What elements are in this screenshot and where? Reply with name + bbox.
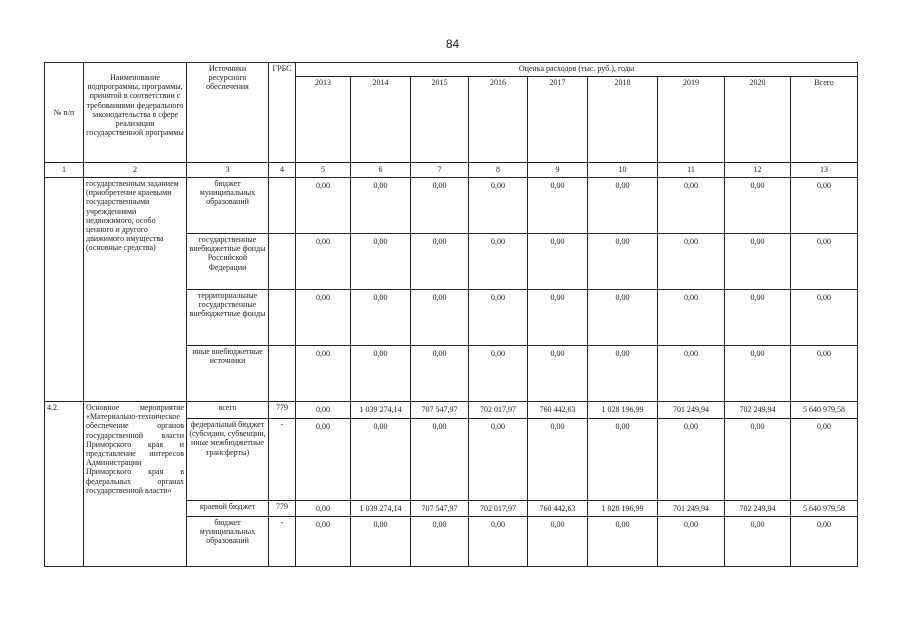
value-cell: 760 442,63	[528, 501, 588, 517]
header-year: 2013	[296, 77, 351, 163]
value-cell: 701 249,94	[658, 501, 725, 517]
value-cell: 702 017,97	[469, 402, 528, 419]
column-index: 1	[45, 163, 84, 178]
column-index: 2	[84, 163, 187, 178]
grbs-cell: 779	[269, 402, 296, 419]
value-cell: 0,00	[791, 234, 858, 290]
source-cell: краевой бюджет	[187, 501, 269, 517]
value-cell: 0,00	[725, 290, 791, 346]
value-cell: 0,00	[469, 178, 528, 234]
value-cell: 0,00	[725, 419, 791, 501]
header-year: 2019	[658, 77, 725, 163]
value-cell: 0,00	[528, 234, 588, 290]
source-cell: бюджет муниципальных образований	[187, 178, 269, 234]
column-index: 8	[469, 163, 528, 178]
column-index: 12	[725, 163, 791, 178]
column-index: 4	[269, 163, 296, 178]
value-cell: 1 028 196,99	[588, 402, 658, 419]
column-index: 5	[296, 163, 351, 178]
value-cell: 0,00	[351, 178, 411, 234]
grbs-cell: 779	[269, 501, 296, 517]
header-col-name: Наименование подпрограммы, программы, принятой в соответствии с требованиями федерального законодательства в сфере реализации государственной программы	[84, 63, 187, 163]
value-cell: 0,00	[528, 178, 588, 234]
value-cell: 0,00	[296, 501, 351, 517]
value-cell: 0,00	[351, 234, 411, 290]
value-cell: 0,00	[411, 346, 469, 402]
value-cell: 0,00	[588, 419, 658, 501]
value-cell: 5 640 979,58	[791, 402, 858, 419]
grbs-cell	[269, 178, 296, 234]
value-cell: 0,00	[791, 178, 858, 234]
value-cell: 0,00	[791, 290, 858, 346]
value-cell: 0,00	[469, 419, 528, 501]
value-cell: 1 039 274,14	[351, 402, 411, 419]
value-cell: 707 547,97	[411, 402, 469, 419]
column-index: 10	[588, 163, 658, 178]
grbs-cell	[269, 234, 296, 290]
value-cell: 0,00	[791, 346, 858, 402]
value-cell: 0,00	[658, 517, 725, 567]
value-cell: 0,00	[791, 419, 858, 501]
value-cell: 0,00	[791, 517, 858, 567]
row-name-cell: государственным заданием (приобретение краевыми государственными учреждениями недвижимого, особо ценного и другого движимого имущества (основные средства)	[84, 178, 187, 402]
value-cell: 0,00	[528, 517, 588, 567]
header-col-grbs: ГРБС	[269, 63, 296, 163]
value-cell: 0,00	[588, 517, 658, 567]
value-cell: 0,00	[725, 178, 791, 234]
source-cell: государственные внебюджетные фонды Российской Федерации	[187, 234, 269, 290]
value-cell: 0,00	[296, 234, 351, 290]
value-cell: 0,00	[658, 234, 725, 290]
header-col-num: № п/п	[45, 63, 84, 163]
source-cell: территориальные государственные внебюджетные фонды	[187, 290, 269, 346]
row-num-cell: 4.2.	[45, 402, 84, 567]
value-cell: 760 442,63	[528, 402, 588, 419]
value-cell: 0,00	[469, 346, 528, 402]
value-cell: 0,00	[725, 234, 791, 290]
value-cell: 701 249,94	[658, 402, 725, 419]
value-cell: 0,00	[411, 234, 469, 290]
value-cell: 0,00	[469, 234, 528, 290]
header-row-top	[45, 63, 858, 77]
header-year: 2017	[528, 77, 588, 163]
page-number: 84	[445, 37, 460, 51]
value-cell: 0,00	[296, 290, 351, 346]
value-cell: 0,00	[411, 517, 469, 567]
value-cell: 0,00	[658, 419, 725, 501]
value-cell: 5 640 979,58	[791, 501, 858, 517]
column-index: 11	[658, 163, 725, 178]
value-cell: 702 249,94	[725, 501, 791, 517]
column-index: 3	[187, 163, 269, 178]
grbs-cell: -	[269, 419, 296, 501]
header-col-estimate: Оценка расходов (тыс. руб.), годы	[296, 63, 858, 77]
value-cell: 0,00	[411, 290, 469, 346]
value-cell: 0,00	[296, 346, 351, 402]
value-cell: 0,00	[725, 346, 791, 402]
value-cell: 0,00	[658, 290, 725, 346]
source-cell: всего	[187, 402, 269, 419]
row-num-cell	[45, 178, 84, 402]
value-cell: 0,00	[296, 517, 351, 567]
source-cell: бюджет муниципальных образований	[187, 517, 269, 567]
header-year-total: Всего	[791, 77, 858, 163]
column-index: 6	[351, 163, 411, 178]
header-year: 2015	[411, 77, 469, 163]
value-cell: 0,00	[351, 419, 411, 501]
value-cell: 702 249,94	[725, 402, 791, 419]
column-index: 9	[528, 163, 588, 178]
value-cell: 1 039 274,14	[351, 501, 411, 517]
grbs-cell: -	[269, 517, 296, 567]
value-cell: 707 547,97	[411, 501, 469, 517]
value-cell: 0,00	[528, 419, 588, 501]
header-year: 2020	[725, 77, 791, 163]
value-cell: 0,00	[296, 178, 351, 234]
value-cell: 0,00	[411, 178, 469, 234]
column-index: 7	[411, 163, 469, 178]
value-cell: 702 017,97	[469, 501, 528, 517]
value-cell: 0,00	[528, 290, 588, 346]
value-cell: 0,00	[725, 517, 791, 567]
value-cell: 0,00	[351, 346, 411, 402]
value-cell: 0,00	[658, 178, 725, 234]
value-cell: 0,00	[351, 517, 411, 567]
header-year: 2018	[588, 77, 658, 163]
value-cell: 0,00	[296, 419, 351, 501]
value-cell: 1 028 196,99	[588, 501, 658, 517]
grbs-cell	[269, 290, 296, 346]
row-name-cell: Основное мероприятие «Материально-техническое обеспечение органов государственной власти Приморского края и представление интересов Администрации Приморского края в федеральных органах государственной власти»	[84, 402, 187, 567]
value-cell: 0,00	[469, 290, 528, 346]
value-cell: 0,00	[528, 346, 588, 402]
value-cell: 0,00	[351, 290, 411, 346]
budget-table	[44, 62, 858, 567]
table-row	[45, 402, 858, 419]
grbs-cell	[269, 346, 296, 402]
value-cell: 0,00	[411, 419, 469, 501]
column-index: 13	[791, 163, 858, 178]
header-col-source: Источники ресурсного обеспечения	[187, 63, 269, 163]
source-cell: федеральный бюджет (субсидии, субвенции, иные межбюджетные трансферты)	[187, 419, 269, 501]
value-cell: 0,00	[469, 517, 528, 567]
source-cell: иные внебюджетные источники	[187, 346, 269, 402]
value-cell: 0,00	[296, 402, 351, 419]
header-year: 2014	[351, 77, 411, 163]
value-cell: 0,00	[658, 346, 725, 402]
value-cell: 0,00	[588, 346, 658, 402]
value-cell: 0,00	[588, 290, 658, 346]
value-cell: 0,00	[588, 178, 658, 234]
table-row	[45, 178, 858, 234]
header-year: 2016	[469, 77, 528, 163]
column-index-row	[45, 163, 858, 178]
value-cell: 0,00	[588, 234, 658, 290]
